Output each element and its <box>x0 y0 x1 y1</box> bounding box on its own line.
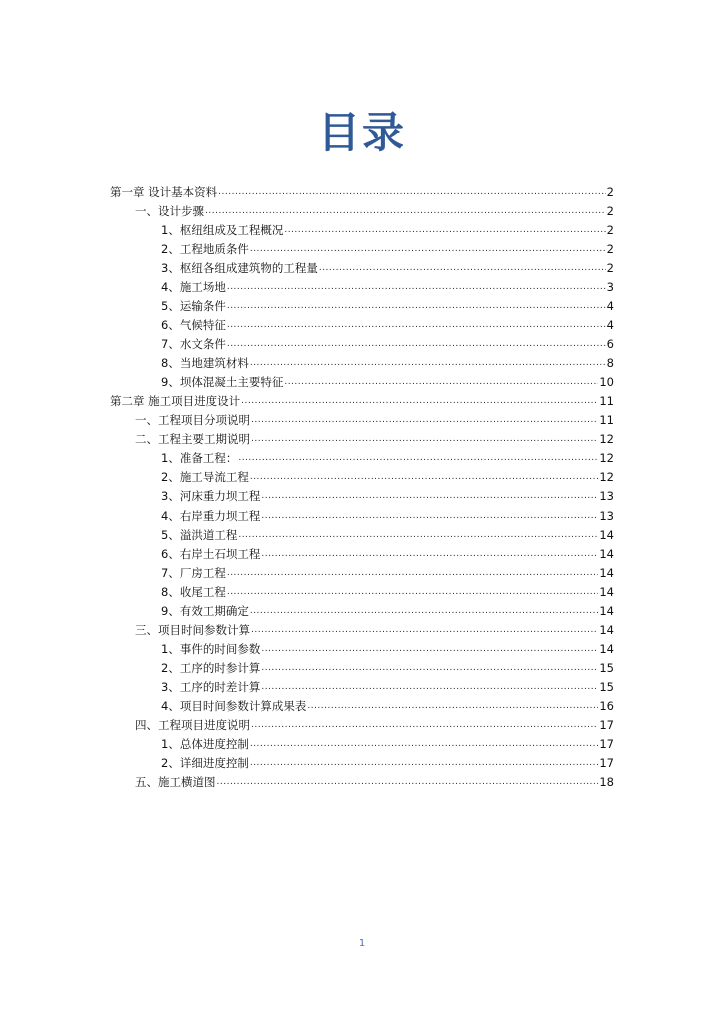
toc-entry[interactable] <box>161 637 614 656</box>
toc-entry-title: 6、右岸土石坝工程 <box>161 546 261 561</box>
toc-entry-title: 2、详细进度控制 <box>161 755 249 770</box>
toc-entry[interactable] <box>161 351 614 370</box>
toc-entry-title: 第一章 设计基本资料 <box>110 185 218 199</box>
toc-leader-dots <box>250 468 599 484</box>
toc-leader-dots <box>250 240 606 256</box>
toc-entry[interactable] <box>161 751 614 770</box>
toc-entry-page: 17 <box>599 736 614 751</box>
toc-entry-page: 2 <box>606 261 614 276</box>
toc-entry-page: 4 <box>606 318 614 333</box>
toc-entry-page: 13 <box>599 489 614 504</box>
toc-leader-dots <box>284 221 605 237</box>
toc-entry-page: 18 <box>599 774 614 789</box>
toc-leader-dots <box>227 278 606 294</box>
toc-entry[interactable] <box>161 218 614 237</box>
toc-entry-page: 11 <box>599 394 614 409</box>
toc-entry-page: 14 <box>599 641 614 656</box>
toc-leader-dots <box>261 659 598 675</box>
toc-entry[interactable] <box>161 313 614 332</box>
toc-leader-dots <box>261 678 598 694</box>
toc-entry-page: 17 <box>599 755 614 770</box>
toc-entry-page: 4 <box>606 299 614 314</box>
toc-entry-title: 1、总体进度控制 <box>161 736 249 751</box>
toc-entry[interactable] <box>110 389 614 408</box>
toc-entry[interactable] <box>161 370 614 389</box>
toc-entry-title: 5、溢洪道工程 <box>161 527 238 542</box>
toc-entry-title: 一、设计步骤 <box>135 204 204 219</box>
toc-entry-page: 11 <box>599 413 614 428</box>
toc-entry[interactable] <box>135 618 614 637</box>
toc-entry-title: 五、施工横道图 <box>135 774 216 789</box>
toc-entry-page: 10 <box>599 375 614 390</box>
page-title: 目录 <box>317 108 406 157</box>
toc-leader-dots <box>261 545 598 561</box>
toc-entry-page: 15 <box>599 660 614 675</box>
toc-entry[interactable] <box>161 332 614 351</box>
toc-entry-title: 4、项目时间参数计算成果表 <box>161 698 307 713</box>
toc-entry-title: 3、工序的时差计算 <box>161 679 261 694</box>
toc-entry[interactable] <box>161 275 614 294</box>
toc-entry-page: 12 <box>599 432 614 447</box>
toc-entry-page: 14 <box>599 603 614 618</box>
toc-entry-title: 四、工程项目进度说明 <box>135 717 250 732</box>
toc-entry-page: 2 <box>606 185 614 199</box>
toc-entry-page: 2 <box>606 204 614 219</box>
toc-entry-title: 1、事件的时间参数 <box>161 641 261 656</box>
toc-entry[interactable] <box>161 504 614 523</box>
toc-entry-title: 3、枢纽各组成建筑物的工程量 <box>161 261 318 276</box>
toc-entry[interactable] <box>161 561 614 580</box>
toc-entry[interactable] <box>161 656 614 675</box>
toc-leader-dots <box>227 564 599 580</box>
toc-leader-dots <box>251 716 598 732</box>
toc-leader-dots <box>261 507 598 523</box>
toc-leader-dots <box>319 259 606 275</box>
toc-entry-page: 14 <box>599 584 614 599</box>
toc-entry-title: 2、工程地质条件 <box>161 242 249 257</box>
toc-entry[interactable] <box>161 732 614 751</box>
page-number: 1 <box>358 938 366 949</box>
toc-entry-page: 12 <box>599 470 614 485</box>
toc-leader-dots <box>284 373 598 389</box>
toc-leader-dots <box>241 392 598 408</box>
toc-leader-dots <box>251 411 598 427</box>
toc-entry[interactable] <box>161 523 614 542</box>
toc-entry-page: 14 <box>599 527 614 542</box>
toc-entry-title: 2、工序的时参计算 <box>161 660 261 675</box>
toc-entry-page: 17 <box>599 717 614 732</box>
toc-entry-title: 3、河床重力坝工程 <box>161 489 261 504</box>
toc-entry-title: 9、坝体混凝土主要特征 <box>161 375 284 390</box>
toc-entry-title: 1、枢纽组成及工程概况 <box>161 223 284 238</box>
toc-leader-dots <box>227 316 606 332</box>
toc-entry-page: 14 <box>599 622 614 637</box>
toc-entry[interactable] <box>161 237 614 256</box>
toc-entry-title: 7、厂房工程 <box>161 565 226 580</box>
toc-entry-title: 8、收尾工程 <box>161 584 226 599</box>
toc-entry-title: 二、工程主要工期说明 <box>135 432 250 447</box>
toc-leader-dots <box>250 354 606 370</box>
toc-entry-page: 15 <box>599 679 614 694</box>
toc-leader-dots <box>251 621 598 637</box>
toc-entry-page: 3 <box>606 280 614 295</box>
toc-entry-page: 2 <box>606 223 614 238</box>
toc-entry[interactable] <box>135 408 614 427</box>
toc-leader-dots <box>250 602 599 618</box>
toc-entry-title: 三、项目时间参数计算 <box>135 622 250 637</box>
toc-entry[interactable] <box>135 770 614 789</box>
toc-entry-page: 6 <box>606 337 614 352</box>
toc-entry-title: 4、右岸重力坝工程 <box>161 508 261 523</box>
toc-entry-title: 5、运输条件 <box>161 299 226 314</box>
toc-leader-dots <box>250 735 599 751</box>
toc-entry-page: 14 <box>599 546 614 561</box>
toc-leader-dots <box>307 697 598 713</box>
toc-entry[interactable] <box>161 465 614 484</box>
toc-leader-dots <box>217 773 599 789</box>
toc-leader-dots <box>227 583 599 599</box>
toc-leader-dots <box>261 487 598 503</box>
toc-entry[interactable] <box>135 713 614 732</box>
toc-entry-title: 第二章 施工项目进度设计 <box>110 394 241 409</box>
toc-entry-page: 2 <box>606 242 614 257</box>
toc-leader-dots <box>250 754 599 770</box>
toc-entry[interactable] <box>161 542 614 561</box>
toc-entry-title: 1、准备工程： <box>161 451 238 466</box>
toc-entry-title: 4、施工场地 <box>161 280 226 295</box>
toc-entry[interactable] <box>110 180 614 199</box>
toc-entry[interactable] <box>161 256 614 275</box>
toc-entry-page: 13 <box>599 508 614 523</box>
toc-entry-page: 14 <box>599 565 614 580</box>
toc-leader-dots <box>238 449 598 465</box>
toc-entry[interactable] <box>161 694 614 713</box>
toc-entry-title: 8、当地建筑材料 <box>161 356 249 371</box>
toc-leader-dots <box>227 297 606 313</box>
toc-leader-dots <box>227 335 606 351</box>
toc-entry-title: 一、工程项目分项说明 <box>135 413 250 428</box>
toc-entry[interactable] <box>161 484 614 503</box>
toc-leader-dots <box>261 640 598 656</box>
toc-entry[interactable] <box>161 446 614 465</box>
toc-entry[interactable] <box>161 580 614 599</box>
toc-entry-title: 9、有效工期确定 <box>161 603 249 618</box>
toc-entry-page: 8 <box>606 356 614 371</box>
toc-entry[interactable] <box>161 294 614 313</box>
toc-leader-dots <box>205 202 606 218</box>
toc-leader-dots <box>238 526 598 542</box>
toc-entry[interactable] <box>161 675 614 694</box>
toc-entry[interactable] <box>135 427 614 446</box>
toc-entry-title: 6、气候特征 <box>161 318 226 333</box>
toc-entry[interactable] <box>161 599 614 618</box>
toc-entry-page: 12 <box>599 451 614 466</box>
toc-entry-title: 7、水文条件 <box>161 337 226 352</box>
toc-entry-page: 16 <box>599 698 614 713</box>
toc-entry-title: 2、施工导流工程 <box>161 470 249 485</box>
toc-leader-dots <box>218 183 606 199</box>
toc-entry[interactable] <box>135 199 614 218</box>
toc-leader-dots <box>251 430 598 446</box>
